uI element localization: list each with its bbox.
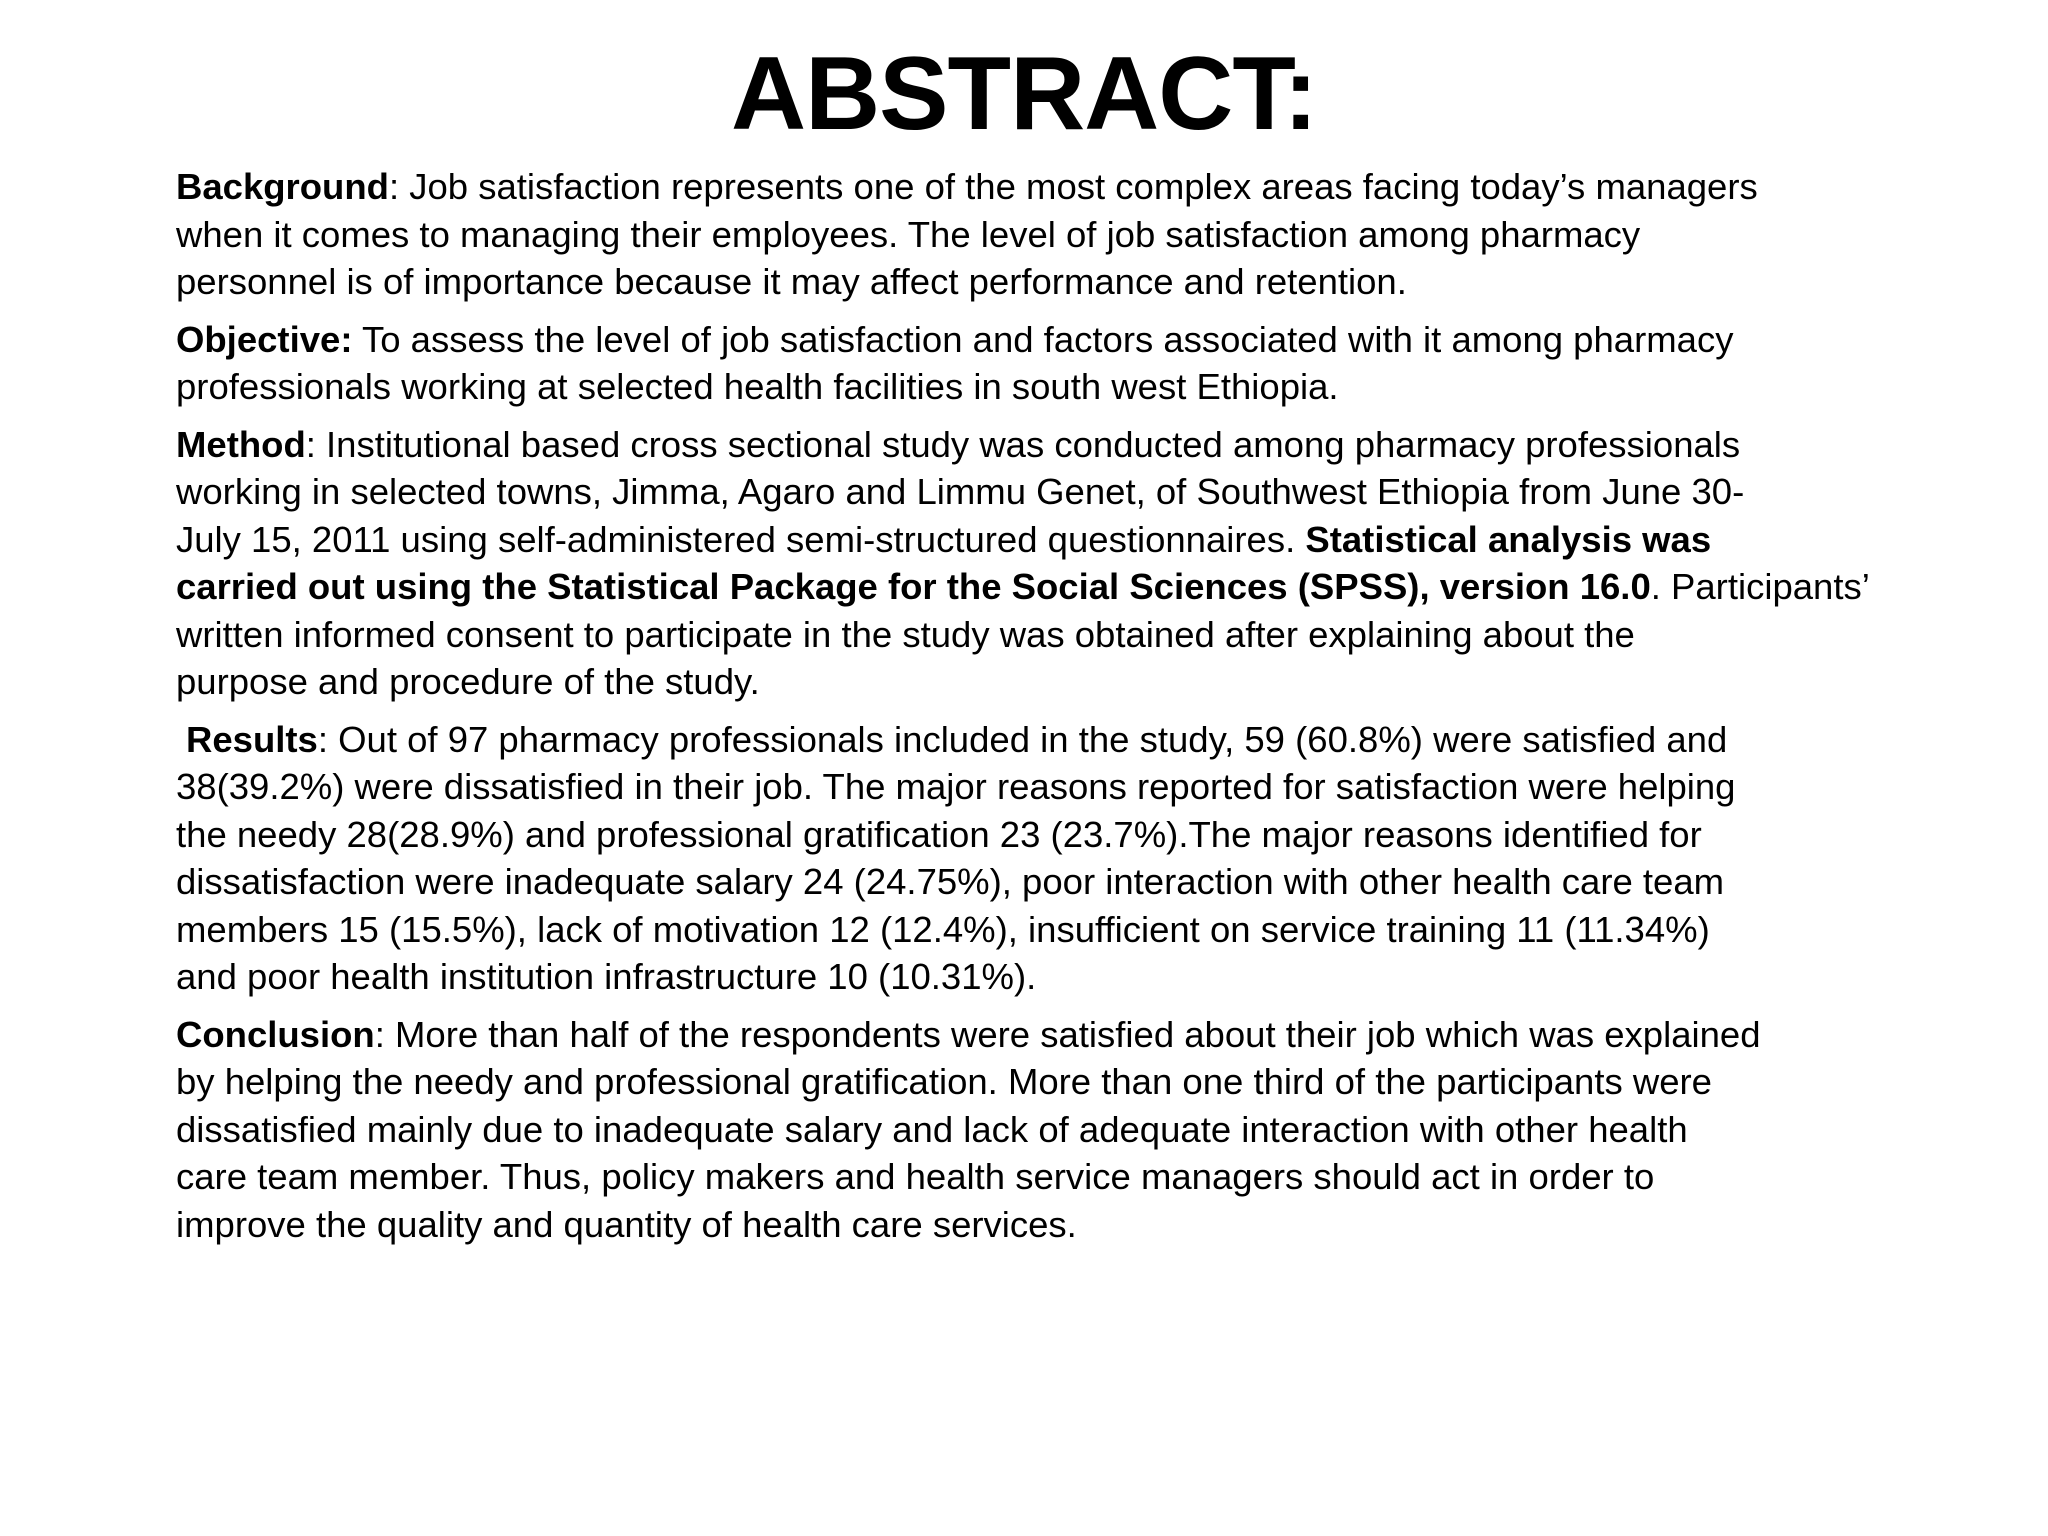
conclusion-line-5: improve the quality and quantity of health care services. [176,1203,1077,1245]
conclusion-line-3: dissatisfied mainly due to inadequate salary and lack of adequate interaction with other health [176,1108,1688,1150]
method-line-2: working in selected towns, Jimma, Agaro and Limmu Genet, of Southwest Ethiopia from June 30- [176,471,1745,512]
results-line-2: 38(39.2%) were dissatisfied in their job. The major reasons reported for satisfaction were helping [176,766,1736,807]
background-text-1: : Job satisfaction represents one of the most complex areas facing today’s managers [388,166,1758,207]
conclusion-text-1: : More than half of the respondents were satisfied about their job which was explained [374,1013,1761,1055]
results-line-4: dissatisfaction were inadequate salary 24 (24.75%), poor interaction with other health care team [176,861,1725,902]
method-bold-3: Statistical analysis was [1305,518,1712,560]
abstract-body [176,163,1916,1258]
background-paragraph [176,163,1916,306]
method-paragraph [176,421,1916,706]
objective-label: Objective: [176,318,353,360]
results-line-6: and poor health institution infrastructure 10 (10.31%). [176,956,1037,997]
objective-line-2: professionals working at selected health facilities in south west Ethiopia. [176,366,1339,407]
conclusion-label: Conclusion [176,1013,375,1055]
conclusion-line-4: care team member. Thus, policy makers and health service managers should act in order to [176,1156,1655,1197]
method-text-4: . Participants’ [1650,566,1870,607]
method-line-5: written informed consent to participate in the study was obtained after explaining about the [176,613,1635,655]
objective-line-1 [176,316,1916,364]
conclusion-paragraph [176,1011,1916,1249]
method-line-1 [176,421,1916,469]
results-line-3: the needy 28(28.9%) and professional gratification 23 (23.7%).The major reasons identified for [176,813,1702,855]
results-line-5: members 15 (15.5%), lack of motivation 12 (12.4%), insufficient on service training 11 (11.34%) [176,908,1710,950]
method-line-4 [176,563,1916,611]
background-label: Background [176,166,389,207]
method-text-1: : Institutional based cross sectional study was conducted among pharmacy professionals [305,423,1741,465]
background-line-3: personnel is of importance because it may affect performance and retention. [176,261,1407,302]
method-label: Method [176,423,306,465]
page-title: ABSTRACT: [730,36,1318,152]
objective-paragraph [176,316,1916,411]
method-line-3 [176,516,1916,564]
method-text-3: July 15, 2011 using self-administered semi-structured questionnaires. [176,518,1306,560]
method-bold-4: carried out using the Statistical Package for the Social Sciences (SPSS), version 16.0 [176,566,1651,607]
results-label: Results [186,718,318,760]
results-text-1: : Out of 97 pharmacy professionals included in the study, 59 (60.8%) were satisfied and [317,718,1728,760]
conclusion-line-1 [176,1011,1916,1059]
background-line-2: when it comes to managing their employees. The level of job satisfaction among pharmacy [176,213,1641,255]
conclusion-line-2: by helping the needy and professional gratification. More than one third of the participants were [176,1061,1712,1102]
method-line-6: purpose and procedure of the study. [176,661,760,702]
results-line-1 [176,716,1916,764]
background-line-1 [176,163,1916,211]
results-paragraph [176,716,1916,1001]
objective-text-1: To assess the level of job satisfaction and factors associated with it among pharmacy [352,318,1734,360]
